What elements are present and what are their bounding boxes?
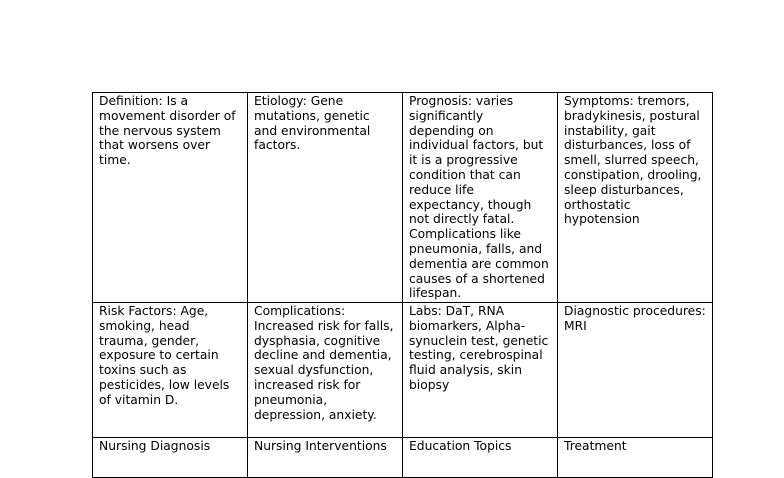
treatment-cell: Treatment	[558, 438, 713, 478]
nursing-diagnosis-cell: Nursing Diagnosis	[93, 438, 248, 478]
labs-cell: Labs: DaT, RNA biomarkers, Alpha-synuclein test, genetic testing, cerebrospinal fluid analysis, skin biopsy	[403, 303, 558, 438]
risk-factors-cell: Risk Factors: Age, smoking, head trauma, gender, exposure to certain toxins such as pesticides, low levels of vitamin D.	[93, 303, 248, 438]
prognosis-cell: Prognosis: varies significantly depending on individual factors, but it is a progressive condition that can reduce life expectancy, though not directly fatal. Complications like pneumonia, falls, and dementia are common causes of a shortened lifespan.	[403, 93, 558, 303]
nursing-interventions-cell: Nursing Interventions	[248, 438, 403, 478]
symptoms-cell: Symptoms: tremors, bradykinesis, postural instability, gait disturbances, loss of smell, slurred speech, constipation, drooling, sleep disturbances, orthostatic hypotension	[558, 93, 713, 303]
table-row	[93, 303, 713, 438]
definition-cell: Definition: Is a movement disorder of the nervous system that worsens over time.	[93, 93, 248, 303]
education-topics-cell: Education Topics	[403, 438, 558, 478]
etiology-cell: Etiology: Gene mutations, genetic and environmental factors.	[248, 93, 403, 303]
care-map-table	[92, 92, 713, 478]
table-row	[93, 438, 713, 478]
diagnostic-procedures-cell: Diagnostic procedures: MRI	[558, 303, 713, 438]
complications-cell: Complications: Increased risk for falls, dysphasia, cognitive decline and dementia, sexual dysfunction, increased risk for pneumonia, depression, anxiety.	[248, 303, 403, 438]
table-row	[93, 93, 713, 303]
